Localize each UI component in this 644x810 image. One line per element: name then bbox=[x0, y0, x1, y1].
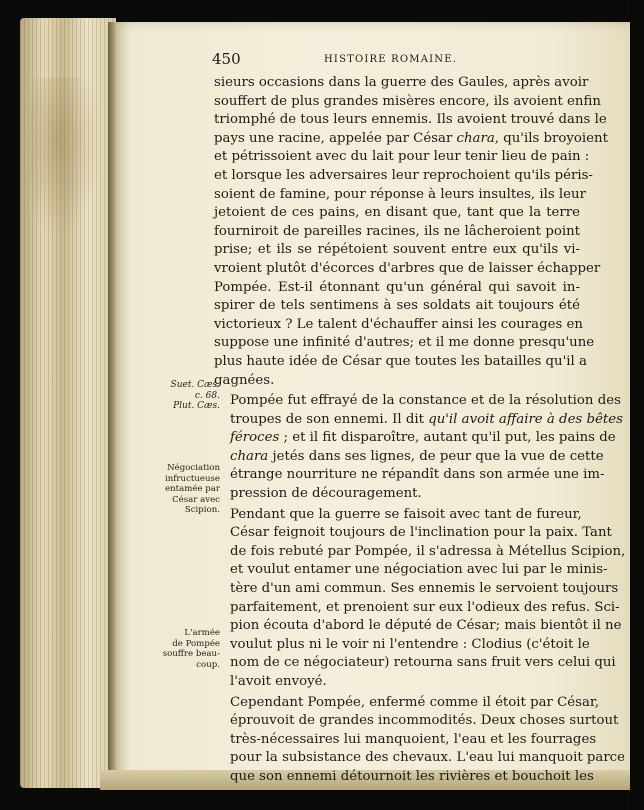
text-line: Pompée fut effrayé de la constance et de la résolution des bbox=[230, 393, 621, 409]
text-line: Pompée. Est-il étonnant qu'un général qui savoit in- bbox=[214, 279, 580, 295]
paragraph-2 bbox=[214, 392, 623, 504]
margin-note-army bbox=[150, 628, 220, 670]
text-line: tère d'un ami commun. Ses ennemis le servoient toujours bbox=[230, 581, 619, 597]
text-line: voulut plus ni le voir ni l'entendre : Clodius (c'étoit le bbox=[230, 636, 590, 652]
running-head bbox=[212, 52, 582, 72]
text-line: souffert de plus grandes misères encore, ils avoient enfin bbox=[214, 93, 601, 109]
margin-note-line: Scipion. bbox=[184, 505, 220, 515]
text-line: nom de ce négociateur) retourna sans fruit vers celui qui bbox=[230, 655, 616, 671]
text-line: pays une racine, appelée par César chara, qu'ils broyoient bbox=[214, 130, 608, 146]
margin-note-negotiation bbox=[150, 463, 220, 516]
margin-note-line: César avec bbox=[172, 494, 220, 505]
text-line: Pendant que la guerre se faisoit avec tant de fureur, bbox=[230, 506, 582, 522]
page-number: 450 bbox=[212, 50, 241, 68]
text-line: et lorsque les adversaires leur reprochoient qu'ils péris- bbox=[214, 167, 593, 183]
text-line: l'avoit envoyé. bbox=[230, 674, 327, 689]
text-line: et voulut entamer une négociation avec lui par le minis- bbox=[230, 562, 608, 578]
text-line: parfaitement, et prenoient sur eux l'odieux des refus. Sci- bbox=[230, 599, 620, 615]
text-line: troupes de son ennemi. Il dit qu'il avoit affaire à des bêtes bbox=[230, 411, 623, 427]
text-line: de fois rebuté par Pompée, il s'adressa à Métellus Scipion, bbox=[230, 543, 626, 559]
text-line: étrange nourriture ne répandît dans son armée une im- bbox=[230, 467, 605, 483]
text-line: spirer de tels sentimens à ses soldats ait toujours été bbox=[214, 298, 580, 314]
margin-note-line: souffre beau- bbox=[162, 649, 220, 659]
text-line: pression de découragement. bbox=[230, 486, 422, 502]
text-line: éprouvoit de grandes incommodités. Deux choses surtout bbox=[230, 713, 619, 729]
text-line: et pétrissoient avec du lait pour leur tenir lieu de pain : bbox=[214, 149, 590, 165]
text-line: pion écouta d'abord le député de César; mais bientôt il ne bbox=[230, 618, 622, 634]
text-line: prise; et ils se répétoient souvent entre eux qu'ils vi- bbox=[214, 242, 580, 258]
text-line: plus haute idée de César que toutes les batailles qu'il a bbox=[214, 353, 587, 369]
text-line: suppose une infinité d'autres; et il me donne presqu'une bbox=[214, 335, 595, 351]
text-line: vroient plutôt d'écorces d'arbres que de laisser échapper bbox=[214, 260, 601, 276]
running-title: HISTOIRE ROMAINE. bbox=[324, 54, 458, 65]
margin-note-line: c. 68. bbox=[194, 390, 220, 401]
margin-note-line: de Pompée bbox=[172, 638, 220, 649]
text-line: très-nécessaires lui manquoient, l'eau et les fourrages bbox=[230, 731, 597, 747]
margin-note-line: coup. bbox=[196, 659, 220, 670]
text-line: chara jetés dans ses lignes, de peur que la vue de cette bbox=[230, 448, 604, 464]
text-line: victorieux ? Le talent d'échauffer ainsi les courages en bbox=[214, 316, 583, 332]
paragraph-3 bbox=[214, 506, 626, 692]
text-line: jetoient de ces pains, en disant que, tant que la terre bbox=[214, 205, 580, 221]
text-line: triomphé de tous leurs ennemis. Ils avoient trouvé dans le bbox=[214, 112, 607, 128]
text-line: Cependant Pompée, enfermé comme il étoit par César, bbox=[230, 694, 600, 710]
text-line: gagnées. bbox=[214, 372, 275, 388]
text-line: que son ennemi détournoit les rivières et bouchoit les bbox=[230, 768, 594, 784]
text-line: pour la subsistance des chevaux. L'eau lui manquoit parce bbox=[230, 750, 625, 766]
margin-note-line: entamée par bbox=[165, 484, 220, 494]
text-line: fourniroit de pareilles racines, ils ne lâcheroient point bbox=[214, 223, 580, 239]
paragraph-4 bbox=[214, 694, 625, 787]
margin-note-line: Plut. Cæs. bbox=[173, 401, 220, 411]
text-line: soient de famine, pour réponse à leurs insultes, ils leur bbox=[214, 186, 586, 202]
text-line: féroces ; et il fit disparoître, autant qu'il put, les pains de bbox=[230, 430, 616, 446]
margin-note-line: Suet. Cæs. bbox=[170, 380, 220, 390]
body-text bbox=[214, 74, 626, 787]
margin-note-line: Négociation bbox=[167, 463, 220, 473]
text-line: sieurs occasions dans la guerre des Gaules, après avoir bbox=[214, 75, 589, 90]
margin-note-line: infructueuse bbox=[164, 473, 220, 484]
margin-note-sources bbox=[150, 380, 220, 412]
paragraph-1 bbox=[214, 74, 608, 390]
text-line: César feignoit toujours de l'inclination pour la paix. Tant bbox=[230, 525, 612, 541]
margin-note-line: L'armée bbox=[184, 628, 220, 638]
